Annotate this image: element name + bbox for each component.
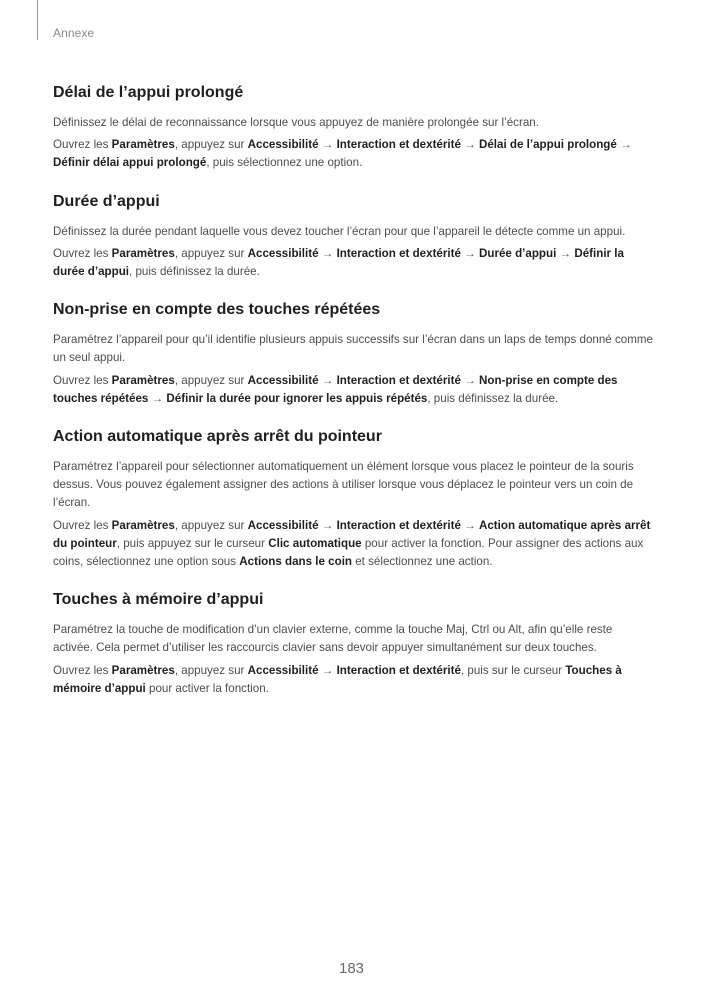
menu-path-item: Accessibilité [247, 373, 319, 387]
text-run: Paramétrez l’appareil pour qu’il identifie plusieurs appuis successifs sur l’écran dans un laps de temps donné comme un seul appui. [53, 333, 653, 365]
text-run: Ouvrez les [53, 138, 112, 152]
menu-path-item: Paramètres [111, 246, 175, 260]
section [53, 299, 653, 408]
section [53, 426, 653, 571]
section-description [53, 331, 653, 367]
menu-path-item: Définir la durée pour ignorer les appuis répétés [166, 391, 428, 405]
section-title: Durée d’appui [53, 192, 160, 210]
menu-path-item: Clic automatique [268, 536, 362, 550]
text-run: Ouvrez les [53, 518, 112, 532]
section [53, 82, 653, 173]
menu-path-item: Accessibilité [247, 246, 319, 260]
text-run: , puis définissez la durée. [129, 265, 260, 279]
section-instructions [53, 245, 653, 281]
text-run: , appuyez sur [174, 373, 248, 387]
menu-path-item: Interaction et dextérité [336, 518, 461, 532]
menu-path-item: Accessibilité [247, 138, 319, 152]
section-description [53, 621, 653, 657]
text-run: → [148, 391, 167, 405]
section-instructions [53, 662, 653, 698]
menu-path-item: Touches à mémoire d’appui [53, 663, 622, 695]
menu-path-item: Paramètres [111, 663, 175, 677]
text-run: Paramétrez la touche de modification d’un clavier externe, comme la touche Maj, Ctrl ou Alt, afin qu’elle reste activée. Cela permet d’utiliser les raccourcis clavier sans devoir appuyer simultanément sur deux touches. [53, 623, 613, 655]
text-run: Paramétrez l’appareil pour sélectionner automatiquement un élément lorsque vous placez le pointeur de la souris dessus. Vous pouvez également assigner des actions à utiliser lorsque vous déplacez le pointeur vers un coin de l’écran. [53, 460, 634, 510]
text-run: et sélectionnez une action. [352, 555, 493, 569]
section-description [53, 114, 653, 132]
text-run: → [318, 246, 337, 260]
menu-path-item: Paramètres [111, 518, 175, 532]
text-run: Ouvrez les [53, 246, 112, 260]
menu-path-item: Accessibilité [247, 663, 319, 677]
text-run: → [318, 518, 337, 532]
text-run: , appuyez sur [174, 663, 248, 677]
section-title: Non-prise en compte des touches répétées [53, 301, 381, 319]
text-run: → [460, 518, 479, 532]
menu-path-item: Durée d’appui [478, 246, 557, 260]
text-run: pour activer la fonction. [145, 681, 269, 695]
menu-path-item: Interaction et dextérité [336, 373, 461, 387]
section-title: Action automatique après arrêt du pointeur [53, 428, 382, 446]
text-run: , appuyez sur [174, 246, 248, 260]
menu-path-item: Délai de l’appui prolongé [478, 138, 617, 152]
text-run: → [318, 138, 337, 152]
text-run: → [460, 373, 479, 387]
section-title: Délai de l’appui prolongé [53, 84, 244, 101]
text-run: → [460, 138, 479, 152]
text-run: Ouvrez les [53, 373, 112, 387]
text-run: Définissez le délai de reconnaissance lorsque vous appuyez de manière prolongée sur l’écran. [53, 116, 539, 129]
menu-path-item: Action automatique après arrêt du pointeur [53, 518, 651, 550]
text-run: → [318, 663, 337, 677]
section-instructions [53, 372, 653, 408]
section-title: Touches à mémoire d’appui [53, 591, 264, 609]
menu-path-item: Accessibilité [247, 518, 319, 532]
section [53, 191, 653, 282]
menu-path-item: Paramètres [111, 373, 175, 387]
section-instructions [53, 136, 653, 172]
menu-path-item: Définir délai appui prolongé [53, 156, 207, 170]
section-instructions [53, 517, 653, 572]
text-run: , puis sur le curseur [460, 663, 566, 677]
text-run: , appuyez sur [174, 138, 248, 152]
text-run: , puis définissez la durée. [427, 391, 559, 405]
menu-path-item: Actions dans le coin [239, 555, 353, 569]
menu-path-item: Paramètres [111, 138, 175, 152]
section-description [53, 223, 653, 241]
text-run: → [616, 138, 632, 152]
text-run: Ouvrez les [53, 663, 112, 677]
text-run: , appuyez sur [174, 518, 248, 532]
text-run: , puis appuyez sur le curseur [116, 536, 269, 550]
running-header: Annexe [53, 26, 95, 40]
text-run: → [556, 246, 575, 260]
text-run: pour activer la fonction. Pour assigner des actions aux coins, sélectionnez une option sous [53, 536, 644, 569]
text-run: , puis sélectionnez une option. [206, 156, 363, 170]
menu-path-item: Interaction et dextérité [336, 663, 461, 677]
text-run: → [460, 246, 479, 260]
header-rule [37, 0, 38, 40]
text-run: → [318, 373, 337, 387]
menu-path-item: Interaction et dextérité [336, 246, 461, 260]
page-number: 183 [338, 960, 365, 977]
text-run: Définissez la durée pendant laquelle vous devez toucher l’écran pour que l’appareil le détecte comme un appui. [53, 224, 626, 238]
menu-path-item: Interaction et dextérité [336, 138, 461, 152]
menu-path-item: Non-prise en compte des touches répétées [53, 373, 618, 405]
main-content [53, 82, 653, 716]
section [53, 589, 653, 698]
menu-path-item: Définir la durée d’appui [53, 246, 624, 279]
section-description [53, 458, 653, 513]
